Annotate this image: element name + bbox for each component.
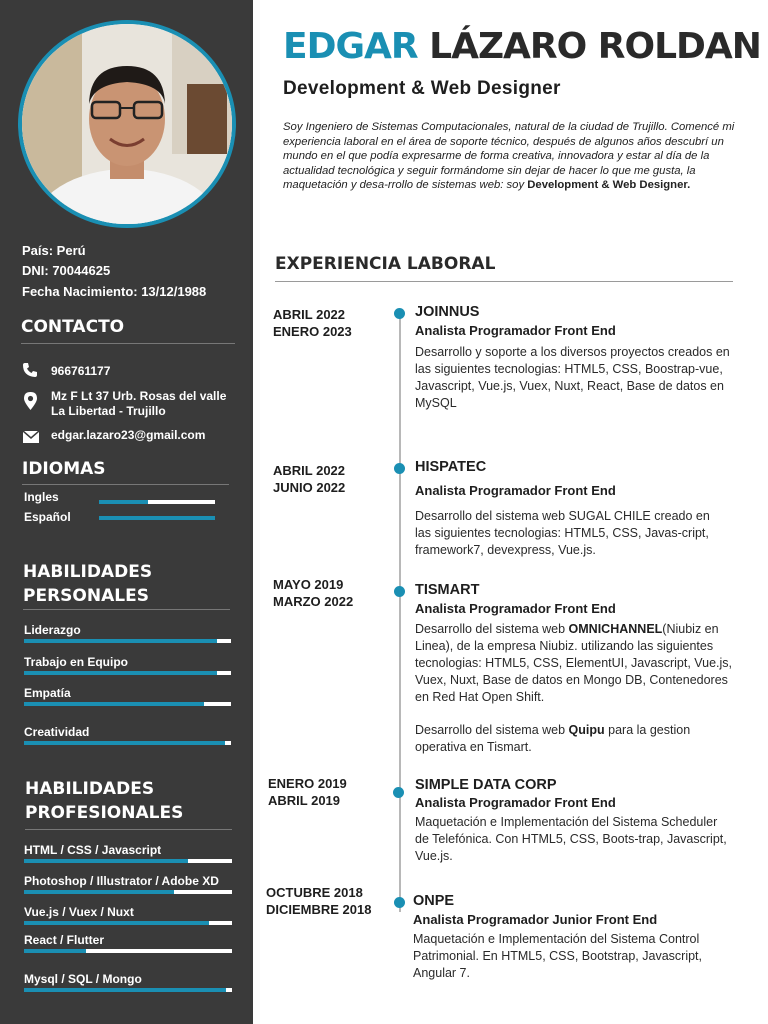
timeline-dot: [394, 463, 405, 474]
skill-bar-vue: [24, 921, 232, 925]
language-bar-espanol: [99, 516, 215, 520]
job-3-description-1: [415, 621, 733, 706]
address-line-2: La Libertad - Trujillo: [51, 404, 166, 418]
job-2-role: Analista Programador Front End: [415, 483, 616, 498]
skill-bar-liderazgo: [24, 639, 231, 643]
job-3-description-2: [415, 722, 733, 756]
skill-label-vue: Vue.js / Vuex / Nuxt: [24, 905, 134, 919]
full-name: [283, 26, 761, 67]
job-3-role: Analista Programador Front End: [415, 601, 616, 616]
professional-title: Development & Web Designer: [283, 78, 561, 99]
contact-heading: CONTACTO: [21, 317, 125, 337]
timeline-dot: [393, 787, 404, 798]
skill-label-react-flutter: React / Flutter: [24, 933, 105, 947]
main-content: [253, 0, 768, 1024]
job-3-desc-1-bold: OMNICHANNEL: [568, 622, 663, 636]
job-3-company: TISMART: [415, 582, 480, 598]
job-3-desc-1-text-a: Desarrollo del sistema web: [415, 622, 566, 636]
profile-summary: [283, 120, 741, 193]
professional-skills-divider: [25, 829, 232, 830]
skill-label-adobe: Photoshop / Illustrator / Adobe XD: [24, 874, 219, 888]
job-2-company: HISPATEC: [415, 459, 487, 475]
skill-label-empatia: Empatía: [24, 686, 71, 700]
job-4-company: SIMPLE DATA CORP: [415, 777, 557, 793]
skill-label-liderazgo: Liderazgo: [24, 623, 81, 637]
job-1-description: Desarrollo y soporte a los diversos proyectos creados en las siguientes tecnologias: HTML5, CSS, Boostrap-vue, Javascript, Vue.js, Vuex, Nuxt, React, Base de datos en MySQL: [415, 345, 730, 410]
skill-bar-html-css-js: [24, 859, 232, 863]
job-2-dates: [273, 462, 345, 496]
skill-label-databases: Mysql / SQL / Mongo: [24, 972, 142, 986]
professional-skills-heading-line-1: HABILIDADES: [25, 779, 155, 799]
job-5-description: Maquetación e Implementación del Sistema Control Patrimonial. En HTML5, CSS, Bootstrap, Javascript, Angular 7.: [413, 932, 702, 980]
job-1-company: JOINNUS: [415, 304, 480, 320]
languages-divider: [22, 484, 229, 485]
phone-text: 966761177: [51, 364, 111, 378]
job-1-date-end: ENERO 2023: [273, 324, 352, 339]
job-5-date-end: DICIEMBRE 2018: [266, 902, 372, 917]
job-3-desc-2-text-b: para la gestion operativa en Tismart.: [415, 723, 691, 754]
job-1-role: Analista Programador Front End: [415, 323, 616, 338]
skill-bar-creatividad: [24, 741, 231, 745]
location-pin-icon: [24, 392, 37, 415]
experience-heading: EXPERIENCIA LABORAL: [275, 254, 496, 274]
skill-bar-empatia: [24, 702, 231, 706]
skill-label-creatividad: Creatividad: [24, 725, 90, 739]
timeline-dot: [394, 586, 405, 597]
skill-bar-react-flutter: [24, 949, 232, 953]
job-4-description: Maquetación e Implementación del Sistema Scheduler de Telefónica. Con HTML5, CSS, Boots-trap, Javascript, Vue.js.: [415, 815, 727, 863]
skill-bar-databases: [24, 988, 232, 992]
country-label: País: Perú: [22, 243, 86, 258]
job-5-date-start: OCTUBRE 2018: [266, 885, 363, 900]
skill-label-trabajo-en-equipo: Trabajo en Equipo: [24, 655, 129, 669]
job-5-role: Analista Programador Junior Front End: [413, 912, 658, 927]
job-4-date-end: ABRIL 2019: [268, 793, 341, 808]
languages-heading: IDIOMAS: [22, 459, 106, 479]
timeline-dot: [394, 308, 405, 319]
language-bar-ingles: [99, 500, 215, 504]
job-4-date-start: ENERO 2019: [268, 776, 347, 791]
personal-skills-heading-line-1: HABILIDADES: [23, 562, 153, 582]
job-3-desc-2-text-a: Desarrollo del sistema web: [415, 723, 566, 737]
language-label-ingles: Ingles: [24, 490, 59, 504]
contact-divider: [21, 343, 235, 344]
phone-icon: [22, 362, 38, 383]
job-1-dates: [273, 306, 352, 340]
job-2-date-start: ABRIL 2022: [273, 463, 346, 478]
language-label-espanol: Español: [24, 510, 71, 524]
dni-label: DNI: 70044625: [22, 263, 111, 278]
job-2-description: Desarrollo del sistema web SUGAL CHILE creado en las siguientes tecnologias: HTML5, CSS, Javas-cript, framework7, devexpress, Vue.js.: [415, 509, 710, 557]
email-icon: [23, 430, 39, 448]
personal-skills-divider: [23, 609, 230, 610]
summary-bold: Development & Web Designer.: [527, 179, 691, 192]
skill-bar-trabajo-en-equipo: [24, 671, 231, 675]
sidebar: [0, 0, 253, 1024]
skill-bar-adobe: [24, 890, 232, 894]
job-3-desc-1-text-b: (Niubiz en Linea), de la empresa Niubiz. utilizando las siguientes tecnologias: HTML5, CSS, ElementUI, Javascript, Vue.js, Vuex, Nuxt, Base de datos en Mongo DB, Contenedores en Red Hat Open Shift.: [415, 622, 733, 704]
job-3-desc-2-bold: Quipu: [568, 723, 605, 737]
professional-skills-heading-line-2: PROFESIONALES: [25, 803, 184, 823]
job-4-role: Analista Programador Front End: [415, 795, 616, 810]
skill-label-html-css-js: HTML / CSS / Javascript: [24, 843, 162, 857]
job-3-date-end: MARZO 2022: [273, 594, 354, 609]
last-name: LÁZARO ROLDAN: [429, 26, 761, 67]
email-text[interactable]: edgar.lazaro23@gmail.com: [51, 428, 206, 442]
experience-divider: [275, 281, 733, 282]
job-2-date-end: JUNIO 2022: [273, 480, 346, 495]
birth-date-label: Fecha Nacimiento: 13/12/1988: [22, 284, 207, 299]
first-name: EDGAR: [283, 26, 418, 67]
timeline-dot: [394, 897, 405, 908]
job-4-dates: [268, 775, 347, 809]
summary-text: Soy Ingeniero de Sistemas Computacionales, natural de la ciudad de Trujillo. Comencé mi experiencia laboral en el área de soporte técnico, después de algunos años descubrí un mundo en el que podía expresarme de forma creativa, innovadora y estar al día de la actualidad tecnológica y seguir formándome sin dejar de hacer lo que me gusta, la maquetación y desa-rrollo de sistemas web: soy: [283, 121, 735, 192]
profile-photo: [18, 20, 236, 228]
job-5-company: ONPE: [413, 893, 455, 909]
personal-skills-heading-line-2: PERSONALES: [23, 586, 149, 606]
address-line-1: Mz F Lt 37 Urb. Rosas del valle: [51, 389, 227, 403]
job-1-date-start: ABRIL 2022: [273, 307, 346, 322]
job-3-date-start: MAYO 2019: [273, 577, 344, 592]
job-3-dates: [273, 576, 353, 610]
job-5-dates: [266, 884, 371, 918]
timeline-line: [399, 312, 401, 912]
